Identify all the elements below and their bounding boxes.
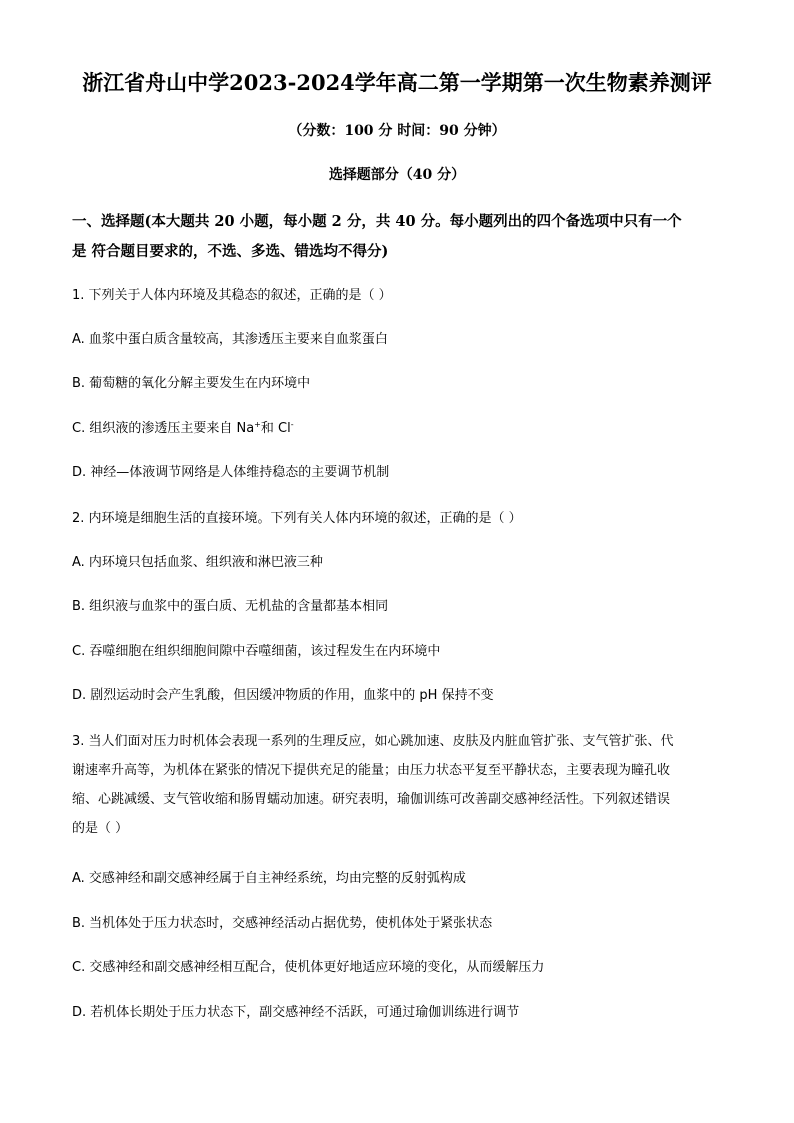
chloride-superscript: -	[290, 420, 294, 429]
question-2-stem: 2. 内环境是细胞生活的直接环境。下列有关人体内环境的叙述，正确的是（ ）	[72, 511, 522, 526]
question-1-option-a: A. 血浆中蛋白质含量较高，其渗透压主要来自血浆蛋白	[72, 332, 388, 347]
option-c-text-prefix: C. 组织液的渗透压主要来自 Na	[72, 421, 255, 436]
question-3-option-b: B. 当机体处于压力状态时，交感神经活动占据优势，使机体处于紧张状态	[72, 916, 493, 931]
sodium-superscript: +	[254, 420, 261, 429]
section-instructions	[72, 207, 724, 267]
question-3-stem-line-2: 谢速率升高等，为机体在紧张的情况下提供充足的能量；由压力状态平复至平静状态，主要表现为瞳孔收	[72, 763, 671, 778]
section-heading: 选择题部分（40 分）	[328, 167, 466, 183]
question-1-stem: 1. 下列关于人体内环境及其稳态的叙述，正确的是（ ）	[72, 288, 392, 303]
question-3-option-a: A. 交感神经和副交感神经属于自主神经系统，均由完整的反射弧构成	[72, 871, 466, 886]
option-c-text-mid: 和 Cl	[260, 421, 291, 436]
question-2-option-c: C. 吞噬细胞在组织细胞间隙中吞噬细菌，该过程发生在内环境中	[72, 644, 441, 659]
question-1-option-c	[72, 418, 732, 440]
question-1-option-d: D. 神经—体液调节网络是人体维持稳态的主要调节机制	[72, 465, 390, 480]
instructions-line-1: 一、选择题(本大题共 20 小题，每小题 2 分，共 40 分。每小题列出的四个备选项中只有一个	[72, 213, 682, 230]
instructions-line-2: 是 符合题目要求的，不选、多选、错选均不得分)	[72, 243, 389, 260]
question-3-option-d: D. 若机体长期处于压力状态下，副交感神经不活跃，可通过瑜伽训练进行调节	[72, 1005, 520, 1020]
question-1-option-b: B. 葡萄糖的氧化分解主要发生在内环境中	[72, 376, 311, 391]
question-3-stem-line-1: 3. 当人们面对压力时机体会表现一系列的生理反应，如心跳加速、皮肤及内脏血管扩张、支气管扩张、代	[72, 734, 674, 749]
exam-title: 浙江省舟山中学2023-2024学年高二第一学期第一次生物素养测评	[82, 70, 712, 95]
question-3-stem-line-4: 的是（ ）	[72, 821, 129, 836]
question-3-option-c: C. 交感神经和副交感神经相互配合，使机体更好地适应环境的变化，从而缓解压力	[72, 960, 545, 975]
question-2-option-a: A. 内环境只包括血浆、组织液和淋巴液三种	[72, 555, 323, 570]
score-time-info: （分数：100 分 时间：90 分钟）	[288, 123, 506, 139]
question-3-stem-line-3: 缩、心跳减缓、支气管收缩和肠胃蠕动加速。研究表明，瑜伽训练可改善副交感神经活性。下列叙述错误	[72, 792, 671, 807]
question-2-option-d: D. 剧烈运动时会产生乳酸，但因缓冲物质的作用，血浆中的 pH 保持不变	[72, 688, 494, 703]
question-2-option-b: B. 组织液与血浆中的蛋白质、无机盐的含量都基本相同	[72, 599, 389, 614]
question-3-stem	[72, 727, 732, 843]
